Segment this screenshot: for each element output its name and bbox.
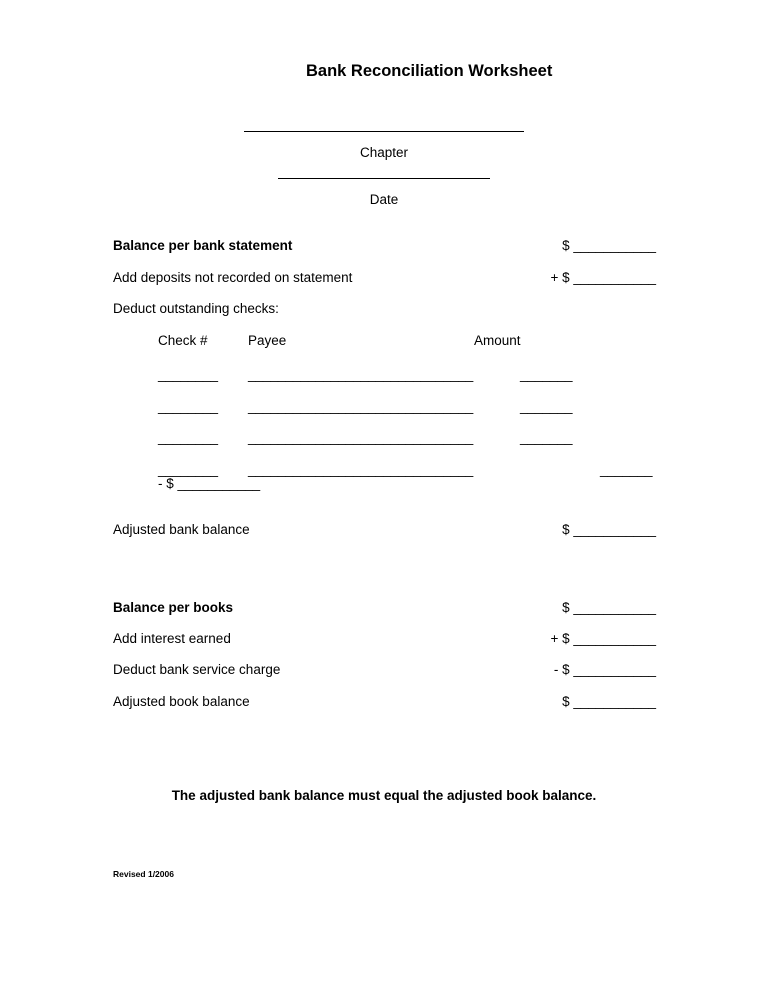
date-label: Date (369, 192, 399, 207)
amount-blank[interactable]: _______ (520, 430, 573, 445)
column-header-check: Check # (158, 333, 208, 348)
date-blank-line[interactable] (278, 178, 490, 179)
adjusted-bank-amount[interactable]: $ ___________ (562, 522, 656, 537)
column-header-payee: Payee (248, 333, 287, 348)
payee-blank[interactable]: ______________________________ (248, 462, 474, 477)
adjusted-book-amount[interactable]: $ ___________ (562, 694, 656, 709)
add-deposits-label: Add deposits not recorded on statement (113, 270, 353, 285)
deduct-service-label: Deduct bank service charge (113, 662, 281, 677)
balance-per-bank-label: Balance per bank statement (113, 238, 293, 253)
check-number-blank[interactable]: ________ (158, 367, 219, 382)
balance-per-books-label: Balance per books (113, 600, 234, 615)
payee-blank[interactable]: ______________________________ (248, 430, 474, 445)
add-deposits-amount[interactable]: + $ ___________ (550, 270, 656, 285)
check-number-blank[interactable]: ________ (158, 462, 219, 477)
add-interest-amount[interactable]: + $ ___________ (550, 631, 656, 646)
reconciliation-note: The adjusted bank balance must equal the adjusted book balance. (171, 788, 597, 803)
amount-blank[interactable]: _______ (520, 367, 573, 382)
revision-date: Revised 1/2006 (113, 869, 174, 879)
payee-blank[interactable]: ______________________________ (248, 399, 474, 414)
check-number-blank[interactable]: ________ (158, 430, 219, 445)
check-number-blank[interactable]: ________ (158, 399, 219, 414)
chapter-blank-line[interactable] (244, 131, 524, 132)
amount-blank[interactable]: _______ (600, 462, 653, 477)
add-interest-label: Add interest earned (113, 631, 231, 646)
deduct-service-amount[interactable]: - $ ___________ (553, 662, 656, 677)
checks-total-amount[interactable]: - $ ___________ (158, 476, 261, 491)
chapter-label: Chapter (359, 145, 409, 160)
deduct-checks-label: Deduct outstanding checks: (113, 301, 279, 316)
adjusted-book-label: Adjusted book balance (113, 694, 250, 709)
column-header-amount: Amount (474, 333, 521, 348)
adjusted-bank-label: Adjusted bank balance (113, 522, 250, 537)
page-title: Bank Reconciliation Worksheet (306, 62, 553, 80)
amount-blank[interactable]: _______ (520, 399, 573, 414)
balance-per-books-amount[interactable]: $ ___________ (562, 600, 656, 615)
payee-blank[interactable]: ______________________________ (248, 367, 474, 382)
balance-per-bank-amount[interactable]: $ ___________ (562, 238, 656, 253)
